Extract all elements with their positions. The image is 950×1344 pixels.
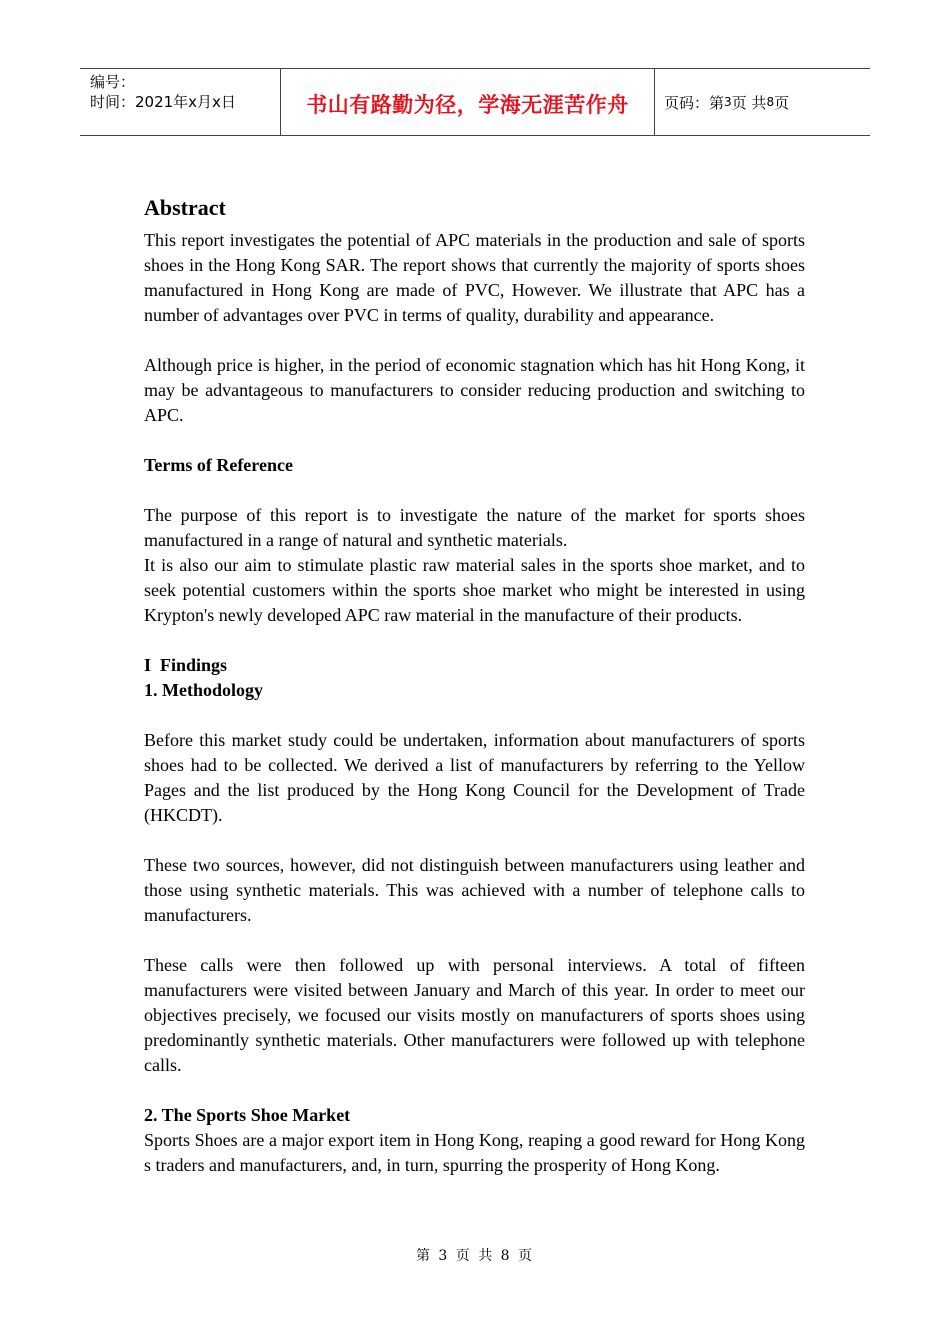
page-total: 8 — [766, 95, 775, 109]
findings-heading: I Findings — [144, 655, 228, 675]
page-prefix: 页码：第 — [664, 93, 725, 112]
motto-text: 书山有路勤为径，学海无涯苦作舟 — [306, 93, 629, 117]
document-body — [144, 193, 805, 1178]
terms-paragraph-1: The purpose of this report is to investigate the nature of the market for sports shoes manufactured in a range of natural and synthetic materials. — [144, 505, 805, 550]
abstract-paragraph-1: This report investigates the potential of APC materials in the production and sale of sports shoes in the Hong Kong SAR. The report shows that currently the majority of sports shoes manufactured in Hong Kong are made of PVC, However. We illustrate that APC has a number of advantages over PVC in terms of quality, durability and appearance. — [144, 230, 805, 325]
header-meta-cell — [80, 69, 281, 135]
market-heading: 2. The Sports Shoe Market — [144, 1105, 351, 1125]
methodology-paragraph-2: These two sources, however, did not distinguish between manufacturers using leather and those using synthetic materials. This was achieved with a number of telephone calls to manufacturers. — [144, 855, 805, 925]
abstract-paragraph-2: Although price is higher, in the period of economic stagnation which has hit Hong Kong, it may be advantageous to manufacturers to consider reducing production and switching to APC. — [144, 355, 805, 425]
date-label: 时间：2021年x月x日 — [90, 93, 236, 111]
methodology-paragraph-1: Before this market study could be undertaken, information about manufacturers of sports shoes had to be collected. We derived a list of manufacturers by referring to the Yellow Pages and the list produced by the Hong Kong Council for the Development of Trade (HKCDT). — [144, 730, 805, 825]
header-motto-cell — [281, 69, 655, 135]
number-label: 编号： — [90, 73, 136, 91]
page-mid: 页 共 — [731, 93, 767, 112]
header-page-cell — [655, 69, 870, 135]
page-header — [80, 68, 870, 136]
market-paragraph-1: Sports Shoes are a major export item in Hong Kong, reaping a good reward for Hong Kong s traders and manufacturers, and, in turn, spurring the prosperity of Hong Kong. — [144, 1130, 805, 1175]
page-number: 3 — [724, 95, 732, 109]
abstract-title: Abstract — [144, 195, 226, 220]
methodology-paragraph-3: These calls were then followed up with personal interviews. A total of fifteen manufacturers were visited between January and March of this year. In order to meet our objectives precisely, we focused our visits mostly on manufacturers of sports shoes using predominantly synthetic materials. Other manufacturers were followed up with telephone calls. — [144, 955, 805, 1075]
terms-paragraph-2: It is also our aim to stimulate plastic raw material sales in the sports shoe market, and to seek potential customers within the sports shoe market who might be interested in using Krypton's newly developed APC raw material in the manufacture of their products. — [144, 555, 805, 625]
methodology-heading: 1. Methodology — [144, 680, 263, 700]
page-suffix: 页 — [774, 93, 790, 112]
terms-heading: Terms of Reference — [144, 455, 293, 475]
page-footer: 第 3 页 共 8 页 — [415, 1248, 535, 1264]
